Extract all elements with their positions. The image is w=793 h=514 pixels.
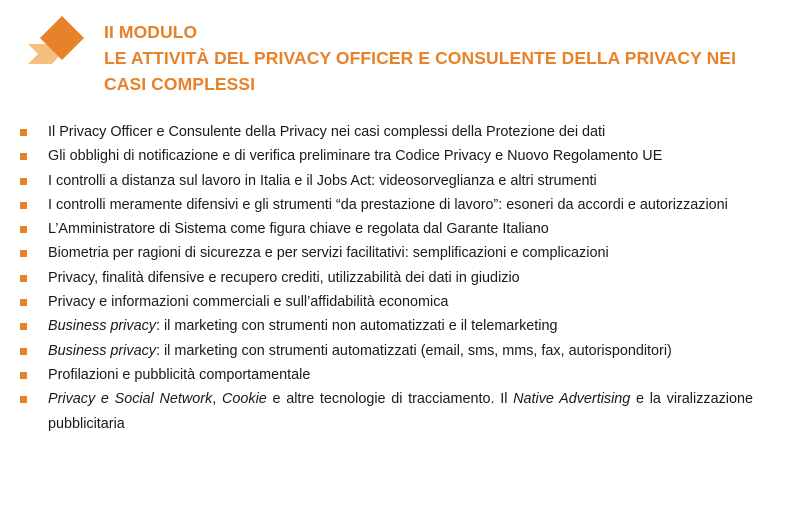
list-item: [20, 169, 753, 193]
list-item-emphasis: Business privacy: [48, 318, 156, 335]
bullet-square-icon: [20, 202, 27, 209]
list-item-emphasis: Cookie: [222, 391, 267, 408]
list-item: [20, 120, 753, 144]
bullet-square-icon: [20, 250, 27, 257]
list-item-text: Profilazioni e pubblicità comportamentale: [48, 366, 311, 383]
list-item: [20, 387, 753, 436]
list-item: [20, 144, 753, 168]
list-item-text: ,: [212, 391, 222, 408]
module-heading: [104, 19, 774, 97]
bullet-square-icon: [20, 129, 27, 136]
list-item-text: Gli obblighi di notificazione e di verifica preliminare tra Codice Privacy e Nuovo Regolamento UE: [48, 148, 663, 165]
list-item-emphasis: Business privacy: [48, 342, 156, 359]
list-item-text: : il marketing con strumenti non automatizzati e il telemarketing: [155, 318, 558, 335]
list-item-text: : il marketing con strumenti automatizzati (email, sms, mms, fax, autorisponditori): [155, 342, 672, 359]
list-item: [20, 217, 753, 241]
module-number: II MODULO: [104, 22, 198, 42]
list-item-text: Il Privacy Officer e Consulente della Privacy nei casi complessi della Protezione dei dati: [48, 124, 606, 140]
list-item-text: I controlli meramente difensivi e gli strumenti “da prestazione di lavoro”: esoneri da accordi e autorizzazioni: [48, 196, 728, 213]
topic-list: [20, 120, 753, 436]
bullet-square-icon: [20, 348, 27, 355]
list-item-emphasis: Privacy e Social Network: [48, 391, 213, 408]
module-title-line-2: CASI COMPLESSI: [104, 74, 256, 94]
list-item-emphasis: Native Advertising: [513, 391, 631, 408]
bullet-square-icon: [20, 226, 27, 233]
bullet-square-icon: [20, 153, 27, 160]
bullet-square-icon: [20, 323, 27, 330]
list-item: [20, 314, 753, 338]
bullet-square-icon: [20, 372, 27, 379]
bullet-square-icon: [20, 275, 27, 282]
bullet-square-icon: [20, 178, 27, 185]
list-item-text: Privacy e informazioni commerciali e sull’affidabilità economica: [48, 294, 449, 311]
module-title-line-1: LE ATTIVITÀ DEL PRIVACY OFFICER E CONSULENTE DELLA PRIVACY NEI: [104, 48, 737, 68]
list-item-text: Biometria per ragioni di sicurezza e per servizi facilitativi: semplificazioni e complicazioni: [48, 245, 609, 262]
bullet-square-icon: [20, 396, 27, 403]
list-item-text: Privacy, finalità difensive e recupero crediti, utilizzabilità dei dati in giudizio: [48, 269, 520, 286]
list-item-text: e la viralizzazione pubblicitaria: [48, 391, 754, 432]
list-item-text: L’Amministratore di Sistema come figura chiave e regolata dal Garante Italiano: [48, 221, 549, 238]
list-item: [20, 290, 753, 314]
bullet-square-icon: [20, 299, 27, 306]
list-item-text: I controlli a distanza sul lavoro in Italia e il Jobs Act: videosorveglianza e altri strumenti: [48, 172, 597, 189]
list-item-text: e altre tecnologie di tracciamento. Il: [266, 391, 514, 408]
list-item: [20, 266, 753, 290]
orange-diamond-logo-icon: [26, 14, 88, 66]
list-item: [20, 363, 753, 387]
list-item: [20, 193, 753, 217]
list-item: [20, 241, 753, 265]
list-item: [20, 339, 753, 363]
